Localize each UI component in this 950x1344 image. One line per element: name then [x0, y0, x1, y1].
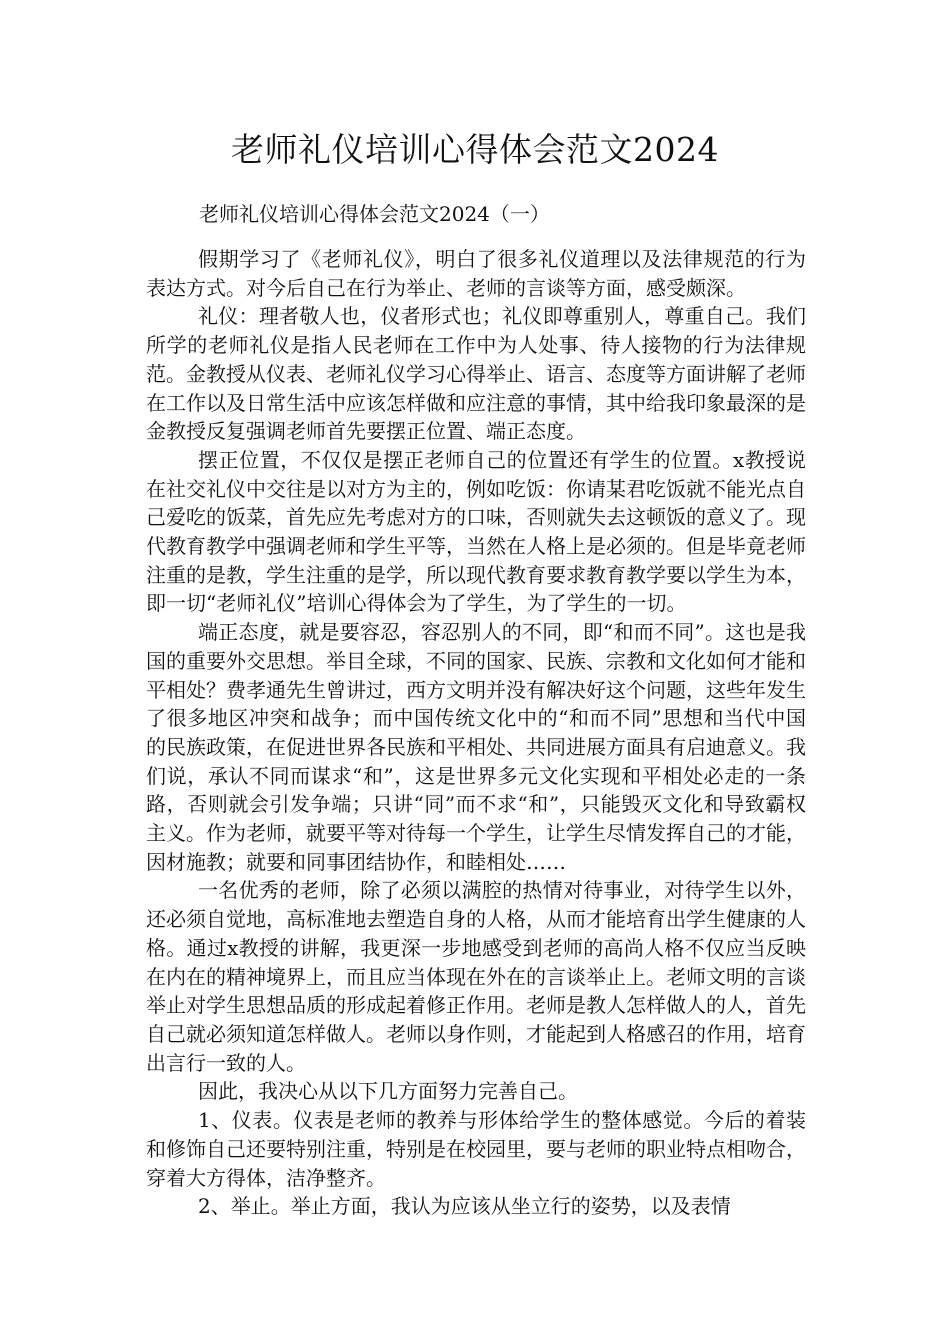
document-subtitle: 老师礼仪培训心得体会范文2024（一） — [199, 202, 550, 226]
paragraph: 礼仪：理者敬人也，仪者形式也；礼仪即尊重别人，尊重自己。我们所学的老师礼仪是指人民老师在工作中为人处事、待人接物的行为法律规范。金教授从仪表、老师礼仪学习心得举止、语言、态度等方面讲解了老师在工作以及日常生活中应该怎样做和应注意的事情，其中给我印象最深的是金教授反复强调老师首先要摆正位置、端正态度。 — [146, 304, 806, 444]
paragraph: 摆正位置，不仅仅是摆正老师自己的位置还有学生的位置。x教授说在社交礼仪中交往是以对方为主的，例如吃饭：你请某君吃饭就不能光点自己爱吃的饭菜，首先应先考虑对方的口味，否则就失去这顿饭的意义了。现代教育教学中强调老师和学生平等，当然在人格上是必须的。但是毕竟老师注重的是教，学生注重的是学，所以现代教育要求教育教学要以学生为本，即一切“老师礼仪”培训心得体会为了学生，为了学生的一切。 — [146, 447, 806, 616]
paragraph: 1、仪表。仪表是老师的教养与形体给学生的整体感觉。今后的着装和修饰自己还要特别注重，特别是在校园里，要与老师的职业特点相吻合，穿着大方得体，洁净整齐。 — [146, 1108, 806, 1190]
paragraph: 2、举止。举止方面，我认为应该从坐立行的姿势，以及表情 — [198, 1194, 731, 1219]
document-title: 老师礼仪培训心得体会范文2024 — [231, 130, 719, 169]
paragraph: 因此，我决心从以下几方面努力完善自己。 — [198, 1079, 578, 1104]
document-body — [146, 245, 806, 1221]
paragraph: 端正态度，就是要容忍，容忍别人的不同，即“和而不同”。这也是我国的重要外交思想。举目全球，不同的国家、民族、宗教和文化如何才能和平相处？费孝通先生曾讲过，西方文明并没有解决好这个问题，这些年发生了很多地区冲突和战争；而中国传统文化中的“和而不同”思想和当代中国的民族政策，在促进世界各民族和平相处、共同进展方面具有启迪意义。我们说，承认不同而谋求“和”，这是世界多元文化实现和平相处必走的一条路，否则就会引发争端；只讲“同”而不求“和”，只能毁灭文化和导致霸权主义。作为老师，就要平等对待每一个学生，让学生尽情发挥自己的才能，因材施教；就要和同事团结协作，和睦相处…… — [146, 620, 806, 874]
paragraph: 假期学习了《老师礼仪》，明白了很多礼仪道理以及法律规范的行为表达方式。对今后自己在行为举止、老师的言谈等方面，感受颇深。 — [146, 247, 806, 300]
paragraph: 一名优秀的老师，除了必须以满腔的热情对待事业，对待学生以外，还必须自觉地，高标准地去塑造自身的人格，从而才能培育出学生健康的人格。通过x教授的讲解，我更深一步地感受到老师的高尚人格不仅应当反映在内在的精神境界上，而且应当体现在外在的言谈举止上。老师文明的言谈举止对学生思想品质的形成起着修正作用。老师是教人怎样做人的人，首先自己就必须知道怎样做人。老师以身作则，才能起到人格感召的作用，培育出言行一致的人。 — [146, 878, 806, 1075]
